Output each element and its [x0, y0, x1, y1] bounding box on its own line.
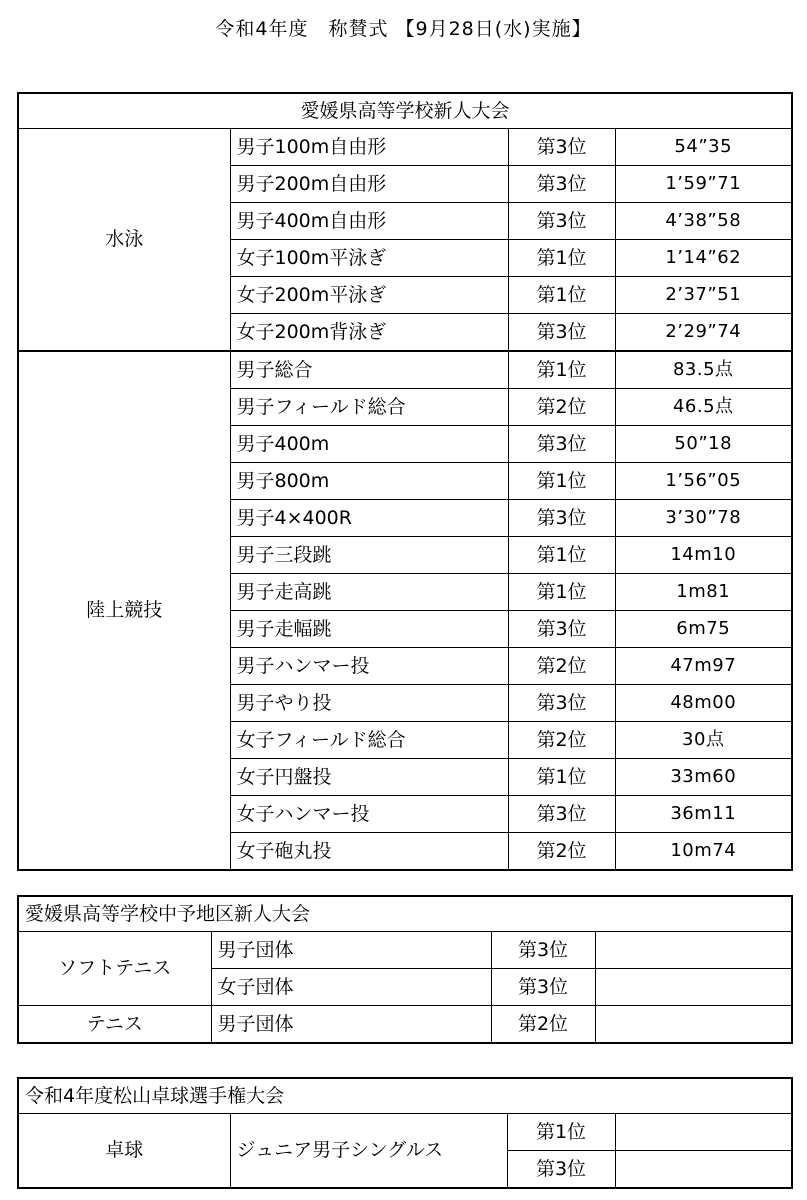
- result-cell: 14m10: [615, 537, 792, 574]
- place-cell: 第1位: [507, 1114, 615, 1151]
- place-cell: 第1位: [508, 463, 615, 500]
- result-cell: 30点: [615, 722, 792, 759]
- event-cell: 男子走高跳: [230, 574, 508, 611]
- place-cell: 第1位: [508, 537, 615, 574]
- table-row: [18, 1006, 792, 1044]
- result-cell: 46.5点: [615, 389, 792, 426]
- event-cell: 男子三段跳: [230, 537, 508, 574]
- place-cell: 第3位: [508, 426, 615, 463]
- sport-cell: 陸上競技: [18, 351, 230, 870]
- place-cell: 第2位: [508, 389, 615, 426]
- place-cell: 第1位: [508, 759, 615, 796]
- section-header: 愛媛県高等学校中予地区新人大会: [18, 896, 792, 932]
- result-cell: 4’38”58: [615, 203, 792, 240]
- result-cell: [595, 1006, 792, 1044]
- event-cell: 男子400m自由形: [230, 203, 508, 240]
- event-cell: 女子200m背泳ぎ: [230, 314, 508, 352]
- result-cell: [615, 1114, 792, 1151]
- section-header: 愛媛県高等学校新人大会: [18, 93, 792, 129]
- place-cell: 第3位: [508, 796, 615, 833]
- place-cell: 第3位: [491, 932, 595, 969]
- table-row: [18, 932, 792, 969]
- place-cell: 第3位: [508, 203, 615, 240]
- place-cell: 第1位: [508, 351, 615, 389]
- event-cell: 女子砲丸投: [230, 833, 508, 871]
- result-cell: 2’37”51: [615, 277, 792, 314]
- result-cell: 1’56”05: [615, 463, 792, 500]
- result-cell: 54”35: [615, 129, 792, 166]
- place-cell: 第3位: [508, 611, 615, 648]
- place-cell: 第1位: [508, 574, 615, 611]
- place-cell: 第3位: [507, 1151, 615, 1189]
- event-cell: 男子団体: [211, 932, 491, 969]
- result-cell: 10m74: [615, 833, 792, 871]
- place-cell: 第3位: [508, 314, 615, 352]
- result-cell: 83.5点: [615, 351, 792, 389]
- place-cell: 第2位: [508, 648, 615, 685]
- page-title: 令和4年度 称賛式 【9月28日(水)実施】: [215, 18, 592, 40]
- event-cell: 男子走幅跳: [230, 611, 508, 648]
- prefectural-rookie-meet-table: [17, 92, 793, 871]
- table-header-row: [18, 1078, 792, 1114]
- sport-cell: テニス: [18, 1006, 211, 1044]
- result-cell: 2’29”74: [615, 314, 792, 352]
- table-body: [18, 129, 792, 871]
- result-cell: [595, 969, 792, 1006]
- place-cell: 第1位: [508, 240, 615, 277]
- result-cell: 6m75: [615, 611, 792, 648]
- place-cell: 第2位: [508, 722, 615, 759]
- table-header-row: [18, 93, 792, 129]
- event-cell: 女子100m平泳ぎ: [230, 240, 508, 277]
- matsuyama-table-tennis-table: [17, 1077, 793, 1189]
- table-row: [18, 1114, 792, 1151]
- event-cell: 女子フィールド総合: [230, 722, 508, 759]
- result-cell: 1m81: [615, 574, 792, 611]
- event-cell: 男子200m自由形: [230, 166, 508, 203]
- result-cell: [615, 1151, 792, 1189]
- place-cell: 第3位: [508, 500, 615, 537]
- event-cell: 男子やり投: [230, 685, 508, 722]
- result-cell: 1’14”62: [615, 240, 792, 277]
- event-cell: 男子フィールド総合: [230, 389, 508, 426]
- result-cell: 47m97: [615, 648, 792, 685]
- place-cell: 第3位: [491, 969, 595, 1006]
- result-cell: 1’59”71: [615, 166, 792, 203]
- table-header-row: [18, 896, 792, 932]
- event-cell: 男子400m: [230, 426, 508, 463]
- table-row: [18, 351, 792, 389]
- event-cell: 男子ハンマー投: [230, 648, 508, 685]
- event-cell: 女子200m平泳ぎ: [230, 277, 508, 314]
- sport-cell: ソフトテニス: [18, 932, 211, 1006]
- place-cell: 第3位: [508, 129, 615, 166]
- result-cell: 50”18: [615, 426, 792, 463]
- event-cell: 女子団体: [211, 969, 491, 1006]
- event-cell: 男子4×400R: [230, 500, 508, 537]
- result-cell: 3’30”78: [615, 500, 792, 537]
- event-cell: 男子総合: [230, 351, 508, 389]
- result-cell: 48m00: [615, 685, 792, 722]
- place-cell: 第1位: [508, 277, 615, 314]
- sport-cell: 卓球: [18, 1114, 230, 1189]
- place-cell: 第3位: [508, 685, 615, 722]
- sport-cell: 水泳: [18, 129, 230, 352]
- section-header: 令和4年度松山卓球選手権大会: [18, 1078, 792, 1114]
- event-cell: 男子100m自由形: [230, 129, 508, 166]
- event-cell: 女子円盤投: [230, 759, 508, 796]
- result-cell: 36m11: [615, 796, 792, 833]
- chuyo-district-rookie-meet-table: [17, 895, 793, 1044]
- result-cell: [595, 932, 792, 969]
- place-cell: 第2位: [491, 1006, 595, 1044]
- table-row: [18, 129, 792, 166]
- event-cell: 男子団体: [211, 1006, 491, 1044]
- event-cell: 女子ハンマー投: [230, 796, 508, 833]
- result-cell: 33m60: [615, 759, 792, 796]
- event-cell: 男子800m: [230, 463, 508, 500]
- event-cell: ジュニア男子シングルス: [230, 1114, 507, 1189]
- place-cell: 第2位: [508, 833, 615, 871]
- place-cell: 第3位: [508, 166, 615, 203]
